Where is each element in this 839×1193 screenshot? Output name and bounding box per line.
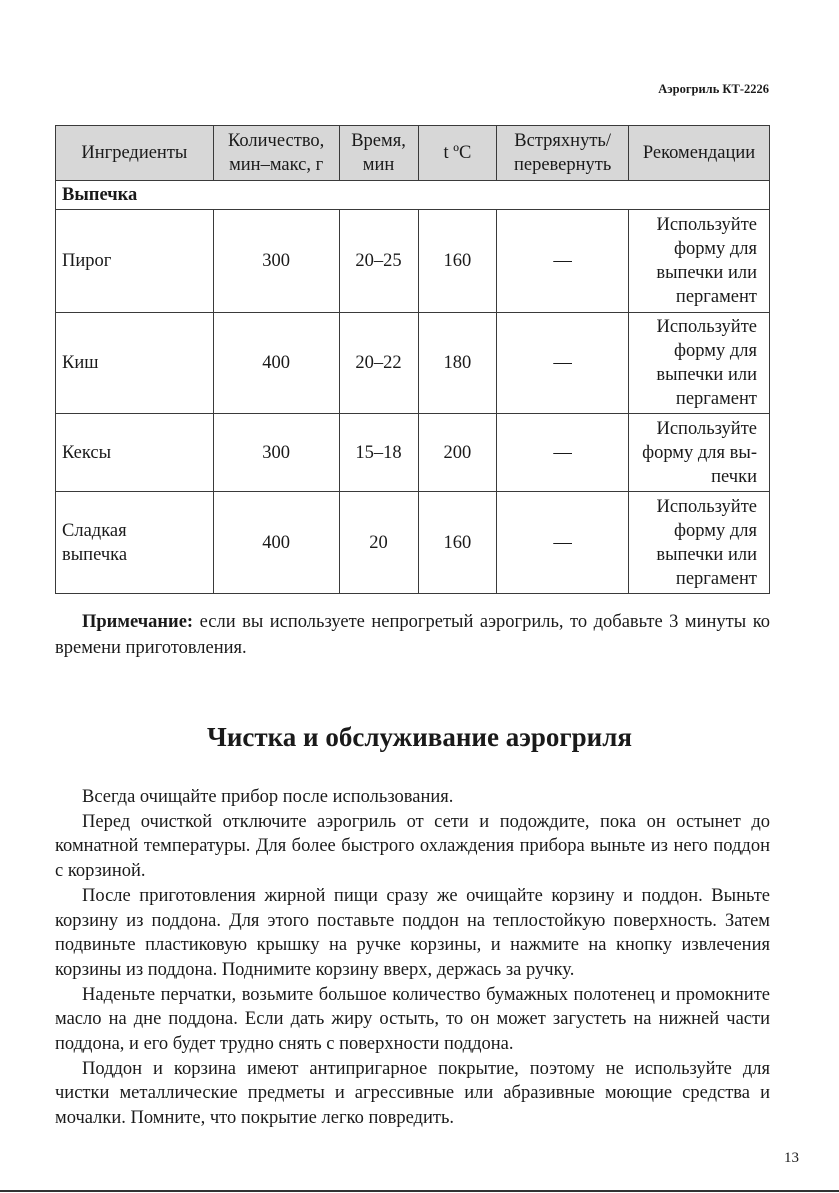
table-section-row bbox=[56, 181, 770, 210]
shake-cell: — bbox=[497, 492, 629, 594]
body-paragraph: Наденьте перчатки, возьмите большое количество бумажных полотенец и промокните масло на дне поддона. Если дать жиру остыть, то он может загустеть на нижней части поддона, и его будет трудно снять с поверхности поддона. bbox=[55, 984, 770, 1055]
ingredient-cell: Кексы bbox=[56, 414, 214, 492]
time-cell: 15–18 bbox=[339, 414, 418, 492]
time-cell: 20–22 bbox=[339, 313, 418, 414]
header-time: Время, мин bbox=[339, 126, 418, 181]
note-text: если вы используете непрогретый аэрогриль, то добавьте 3 минуты ко времени приготовления. bbox=[55, 612, 770, 658]
section-label: Выпечка bbox=[56, 181, 770, 210]
header-quantity: Количество, мин–макс, г bbox=[213, 126, 339, 181]
recommendation-cell: Используйте форму для выпечки или пергамент bbox=[629, 313, 770, 414]
header-ingredients: Ингредиенты bbox=[56, 126, 214, 181]
header-temperature: t ºC bbox=[418, 126, 497, 181]
cooking-table bbox=[55, 125, 770, 594]
body-paragraph: Перед очисткой отключите аэрогриль от сети и подождите, пока он остынет до комнатной температуры. Для более быстрого охлаждения прибора выньте из него поддон с корзиной. bbox=[55, 811, 770, 882]
temperature-cell: 180 bbox=[418, 313, 497, 414]
note-label: Примечание: bbox=[82, 612, 194, 632]
page-number: 13 bbox=[784, 1150, 799, 1166]
table-header-row bbox=[56, 126, 770, 181]
recommendation-cell: Используйте форму для выпечки или пергамент bbox=[629, 492, 770, 594]
section-body bbox=[55, 785, 770, 1131]
quantity-cell: 400 bbox=[213, 492, 339, 594]
recommendation-cell: Используйте форму для вы- печки bbox=[629, 414, 770, 492]
running-header: Аэрогриль КТ-2226 bbox=[658, 82, 769, 96]
temperature-cell: 160 bbox=[418, 492, 497, 594]
recommendation-cell: Используйте форму для выпечки или пергамент bbox=[629, 210, 770, 313]
time-cell: 20 bbox=[339, 492, 418, 594]
note-paragraph bbox=[55, 609, 770, 661]
quantity-cell: 300 bbox=[213, 414, 339, 492]
header-recommendations: Рекомендации bbox=[629, 126, 770, 181]
section-title: Чистка и обслуживание аэрогриля bbox=[207, 722, 632, 752]
body-paragraph: Поддон и корзина имеют антипригарное покрытие, поэтому не используйте для чистки металлические предметы и агрессивные или абразивные моющие средства и мочалки. Помните, что покрытие легко повредить. bbox=[55, 1058, 770, 1129]
shake-cell: — bbox=[497, 414, 629, 492]
table-row bbox=[56, 210, 770, 313]
temperature-cell: 160 bbox=[418, 210, 497, 313]
ingredient-cell: Киш bbox=[56, 313, 214, 414]
ingredient-cell: Пирог bbox=[56, 210, 214, 313]
table-row bbox=[56, 313, 770, 414]
temperature-cell: 200 bbox=[418, 414, 497, 492]
shake-cell: — bbox=[497, 313, 629, 414]
time-cell: 20–25 bbox=[339, 210, 418, 313]
ingredient-cell: Сладкая выпечка bbox=[56, 492, 214, 594]
table-row bbox=[56, 492, 770, 594]
header-shake: Встряхнуть/ перевернуть bbox=[497, 126, 629, 181]
table-row bbox=[56, 414, 770, 492]
body-paragraph: Всегда очищайте прибор после использования. bbox=[82, 787, 454, 807]
quantity-cell: 300 bbox=[213, 210, 339, 313]
quantity-cell: 400 bbox=[213, 313, 339, 414]
body-paragraph: После приготовления жирной пищи сразу же очищайте корзину и поддон. Выньте корзину из поддона. Для этого поставьте поддон на теплостойкую поверхность. Затем подвиньте пластиковую крышку на ручке корзины, и нажмите на кнопку извлечения корзины из поддона. Поднимите корзину вверх, держась за ручку. bbox=[55, 885, 770, 980]
bottom-rule bbox=[0, 1190, 839, 1192]
shake-cell: — bbox=[497, 210, 629, 313]
